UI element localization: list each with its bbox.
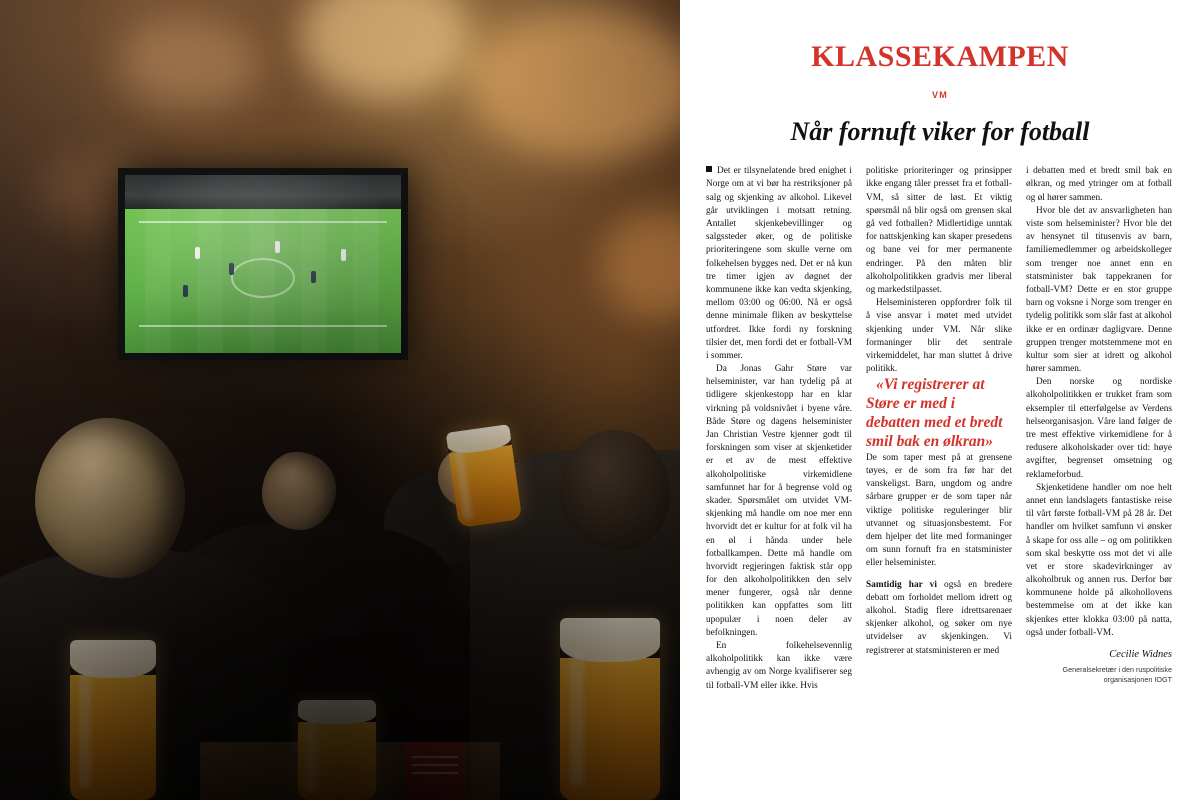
article-page (680, 0, 1200, 800)
article-columns (706, 165, 1174, 793)
paragraph-rest: også en bredere debatt om forholdet mellom idrett og alkohol. Stadig flere idrettsarenaer skjenker alkohol, og søker om nye utvidelser av skjenkingen. Vi registrerer at statsministeren er med (866, 579, 1012, 656)
paragraph: Det er tilsynelatende bred enighet i Norge om at vi bør ha restriksjoner på salg og skjenking av alkohol. Likevel går utviklingen i motsatt retning. Antallet skjenkebevillinger og salgssteder øker, og de politiske prioriteringene som skulle verne om folkehelsen bygges ned. Det er nå kun tre timer igjen av døgnet der kommunene ikke kan vedta skjenking, mellom 03:00 og 06:00. Nå er også denne minimale fliken av beskyttelse utfordret. Ikke fordi ny forskning tilsier det, men fordi det er fotball-VM i sommer. (706, 165, 852, 363)
paragraph: Helseministeren oppfordrer folk til å vise ansvar i møtet med utvidet skjenking under VM. Når slike formaninger blir det sentrale virkemiddelet, har man sluttet å drive politikk. (866, 298, 1012, 375)
article-column-2 (866, 165, 1012, 793)
paragraph (866, 579, 1012, 658)
paragraph: Hvor ble det av ansvarligheten han viste som helseminister? Hvor ble det av hensynet til titusenvis av barn, familiemedlemmer og arbeidskolleger som trenger noe annet enn en statsminister bak tappekranen for fotball-VM? Dette er en stor gruppe barn og voksne i Norge som trenger en tydelig politikk som slår fast at alkohol ikke er en ordinær dagligvare. Denne gruppen trenger motstemmene mot en kultur som sier at idrett og alkohol hører sammen. (1026, 205, 1172, 375)
paragraph: Da Jonas Gahr Støre var helseminister, var han tydelig på at tidligere skjenkestopp har en klar virkning på voldsnivået i byene våre. Både Støre og dagens helseminister Jan Christian Vestre kjenner godt til forskningen som viser at skjenketider er et av de mest effektive alkoholpolitiske virkemidlene samfunnet har for å begrense vold og skader. Spørsmålet om utvidet VM-skjenking må handle om noe mer enn hvorvidt det er kultur for at folk vil ha en øl i hånda under hele fotballkampen. Dette må handle om hvorvidt regjeringen faktisk står opp for den alkoholpolitikken den selv mener fungerer, også når denne politikken kan oppfattes som litt upopulær i noen deler av befolkningen. (706, 364, 852, 638)
byline-author: Cecilie Widnes (1109, 649, 1172, 661)
paragraph: i debatten med et bredt smil bak en ølkran, og med ytringer om at fotball og øl hører sammen. (1026, 166, 1172, 203)
article-column-3 (1026, 165, 1172, 793)
paragraph: De som taper mest på at grensene tøyes, er de som fra før har det vanskeligst. Barn, ungdom og andre sårbare grupper er de som taper når viktige politiske reguleringer blir utvannet og situasjonsbestemt. For dem hjelper det lite med formaninger om sunn fornuft fra en statsminister eller helseminister. (866, 452, 1012, 569)
article-kicker: VM (932, 90, 948, 100)
paragraph: Skjenketidene handler om noe helt annet enn landslagets fantastiske reise til vårt første fotball-VM på 28 år. Det handler om hvilket samfunn vi ønsker å skape for oss alle – og om politikken som skal beskytte oss mot det vi alle vet er store skadevirkninger av alkoholbruk og annen rus. Derfor bør kommunene holde på alkohollovens bestemmelse om at det ikke kan skjenkes etter klokka 03:00 på natta, også under fotball-VM. (1026, 482, 1172, 638)
pull-quote: «Vi registrerer at Støre er med i debatten med et bredt smil bak en ølkran» (866, 376, 1003, 451)
paragraph: politiske prioriteringer og prinsipper ikke engang tåler presset fra et fotball-VM, så sitter de løst. Et viktig spørsmål nå blir også om grensen skal gå ved fotballen? Midlertidige unntak for nattskjenking kan skaper presedens og bane vei for mer permanente endringer. På den måten blir alkoholpolitikken gradvis mer liberal og markedstilpasset. (866, 166, 1012, 295)
byline-role: Generalsekretær i den ruspolitiske organisasjonen IOGT (1062, 664, 1172, 684)
paragraph: Den norske og nordiske alkoholpolitikken er trukket fram som eksempler til etterfølgelse av Verdens helseorganisasjon. Våre land følger de tre mest effektive virkemidlene for å redusere alkoholskader over tid: høye avgifter, begrenset omsetning og reklameforbud. (1026, 377, 1172, 480)
masthead-logo: KLASSEKAMPEN (811, 40, 1069, 73)
page-title: Når fornuft viker for fotball (790, 117, 1090, 147)
paragraph: En folkehelsevennlig alkoholpolitikk kan ikke være avhengig av om Norge kvalifiserer seg til fotball-VM eller ikke. Hvis (706, 641, 852, 691)
paragraph-lead-in: Samtidig har vi (866, 579, 937, 590)
article-column-1 (706, 165, 852, 793)
